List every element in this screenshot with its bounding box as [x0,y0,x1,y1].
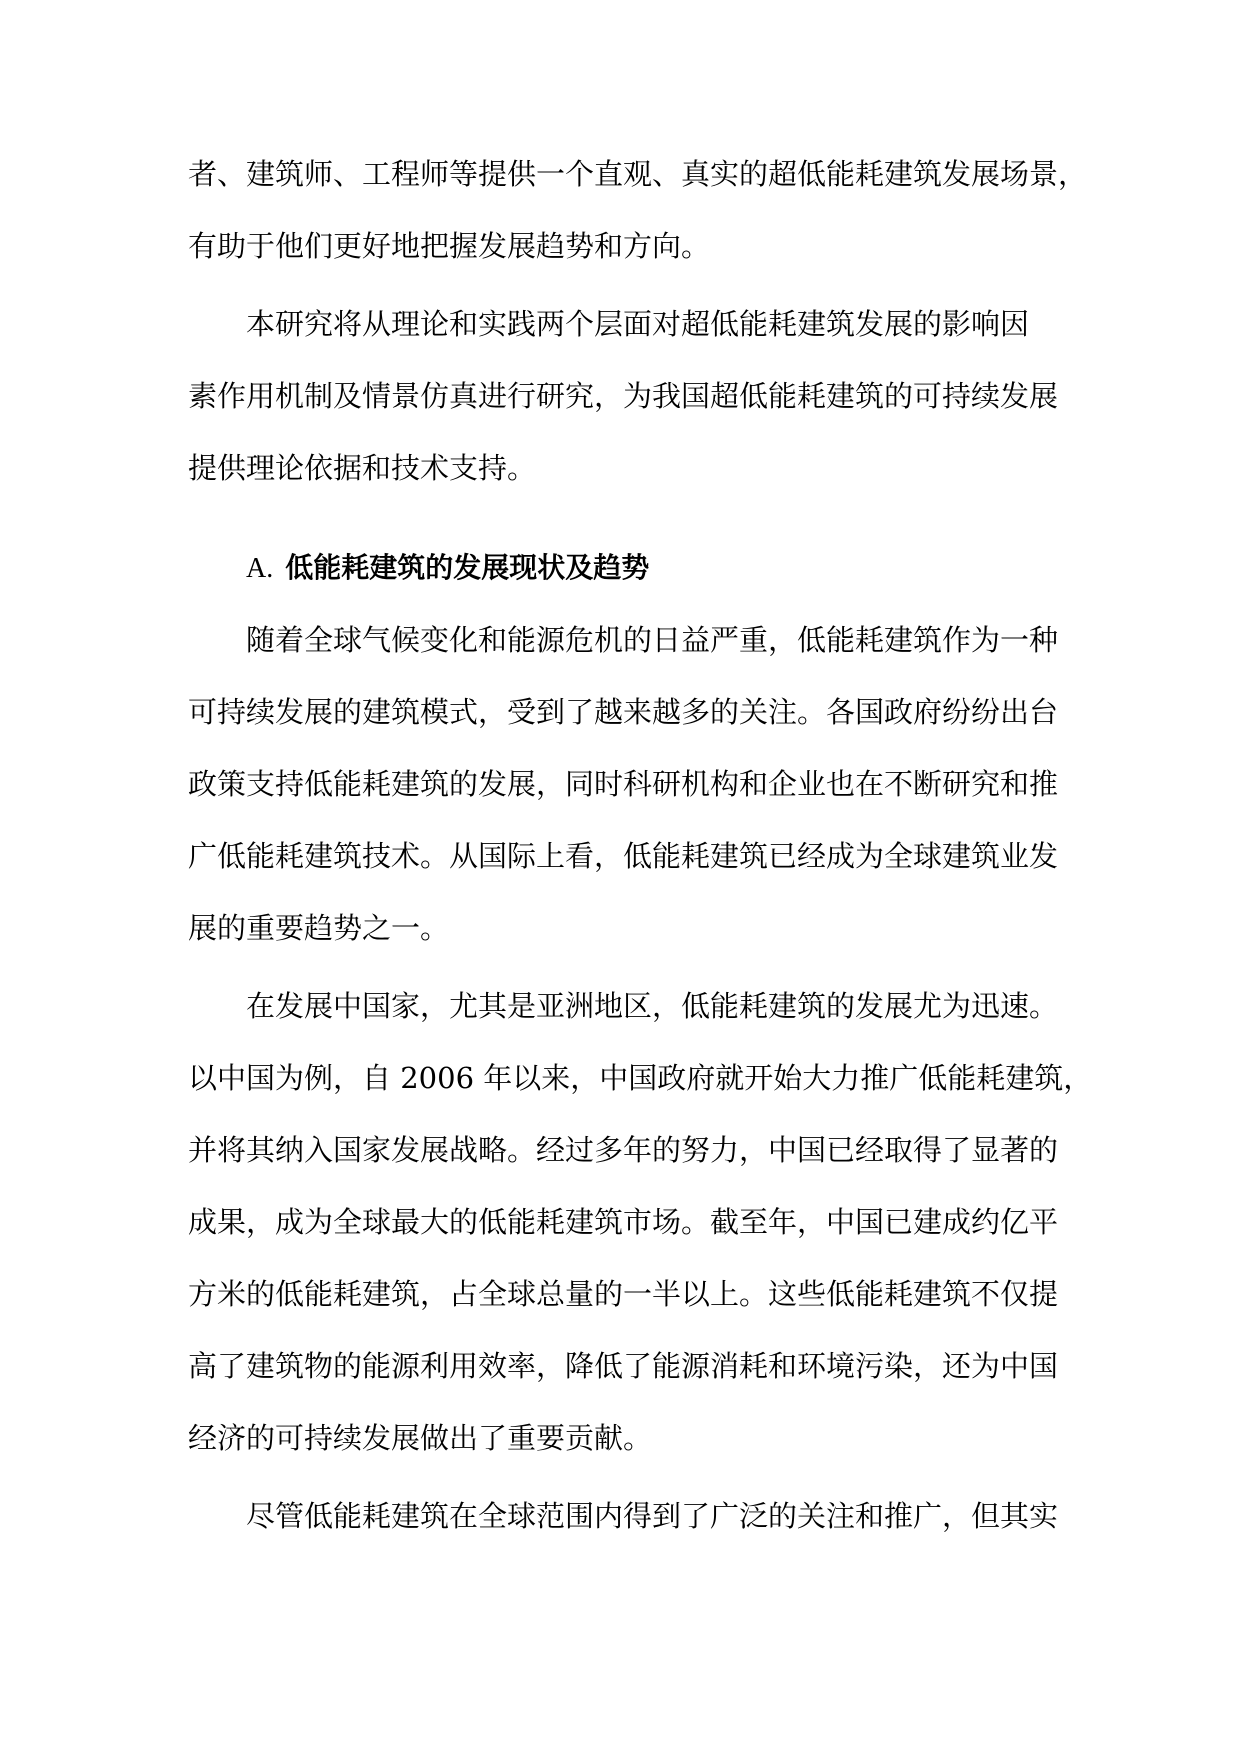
paragraph-line: 尽管低能耗建筑在全球范围内得到了广泛的关注和推广，但其实 [246,1499,1059,1533]
paragraph-line: 可持续发展的建筑模式，受到了越来越多的关注。各国政府纷纷出台 [188,695,1059,729]
paragraph-line: 成果，成为全球最大的低能耗建筑市场。截至年，中国已建成约亿平 [188,1205,1059,1239]
paragraph-line: 高了建筑物的能源利用效率，降低了能源消耗和环境污染，还为中国 [188,1349,1059,1383]
paragraph-intro-continuation [188,138,1088,282]
section-title: 低能耗建筑的发展现状及趋势 [285,551,650,584]
paragraph-line: 者、建筑师、工程师等提供一个直观、真实的超低能耗建筑发展场景， [188,157,1088,191]
paragraph-line: 有助于他们更好地把握发展趋势和方向。 [188,229,711,263]
section-number: A. [246,553,274,584]
paragraph-line: 广低能耗建筑技术。从国际上看，低能耗建筑已经成为全球建筑业发 [188,839,1059,873]
paragraph-line: 展的重要趋势之一。 [188,911,450,945]
paragraph-line: 在发展中国家，尤其是亚洲地区，低能耗建筑的发展尤为迅速。 [246,989,1059,1023]
paragraph-line: 提供理论依据和技术支持。 [188,451,537,485]
page-body [188,138,1093,1552]
paragraph-development-status [188,604,1060,964]
paragraph-line: 政策支持低能耗建筑的发展，同时科研机构和企业也在不断研究和推 [188,767,1059,801]
paragraph-challenges [188,1480,1060,1552]
paragraph-line: 方米的低能耗建筑，占全球总量的一半以上。这些低能耗建筑不仅提 [188,1277,1059,1311]
paragraph-line: 经济的可持续发展做出了重要贡献。 [188,1421,653,1455]
paragraph-line: 并将其纳入国家发展战略。经过多年的努力，中国已经取得了显著的 [188,1133,1059,1167]
section-heading [188,532,1060,604]
paragraph-line: 以中国为例，自 2006 年以来，中国政府就开始大力推广低能耗建筑， [188,1061,1093,1095]
paragraph-research-scope [188,288,1060,504]
paragraph-line: 本研究将从理论和实践两个层面对超低能耗建筑发展的影响因 [246,307,1030,341]
paragraph-developing-countries [188,970,1093,1474]
paragraph-line: 随着全球气候变化和能源危机的日益严重，低能耗建筑作为一种 [246,623,1059,657]
paragraph-line: 素作用机制及情景仿真进行研究，为我国超低能耗建筑的可持续发展 [188,379,1059,413]
